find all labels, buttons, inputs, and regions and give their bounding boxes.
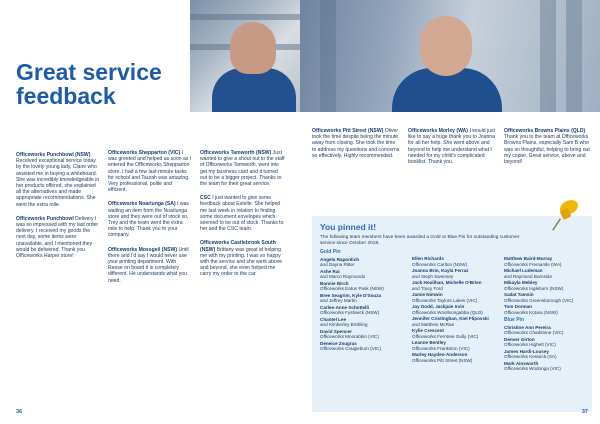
gold-pin-column-3: [504, 256, 594, 373]
card-body: I just wanted to give some feedback about Estelle. She helped me last week in relation to finding some document envelopes which seemed to be out of stock. Thanks to her and the CSC team.: [200, 195, 284, 233]
award-entry: Carlee-Anne Schottelli Officeworks Fyshwick (NSW): [320, 304, 380, 315]
feedback-card: [16, 152, 100, 208]
award-entry: Deneice Zsugras Officeworks Craigieburn (VIC): [320, 340, 381, 351]
page-number: 36: [16, 409, 23, 415]
gold-pin-column-1: [320, 250, 410, 353]
feedback-column-1: [312, 128, 400, 167]
feedback-card: [200, 150, 286, 187]
feedback-card: [16, 216, 100, 259]
card-body: I was waiting an item from the Noarlunga store and they were out of stock so, Trey and the team went the extra mile to help. Thank you to your company.: [108, 201, 189, 239]
award-entry: Denver Girton Officeworks Highett (VIC): [504, 336, 556, 347]
page-title: [16, 60, 186, 108]
award-entry: Michael Ludeman and Raymond Burnside: [504, 268, 553, 279]
card-body: I would just like to say a huge thank you to Joanna for all her help. She went above and beyond to help me understand what I needed for my child's complicated booklist. Thank you.: [408, 128, 495, 166]
page-number: 37: [581, 409, 588, 415]
card-store: Officeworks Pitt Street (NSW): [312, 128, 384, 134]
title-line-1: Great service: [16, 59, 162, 85]
award-entry: Mark Ainsworth Officeworks Wodonga (VIC): [504, 360, 561, 371]
gold-pin-column-2: [412, 256, 502, 364]
award-entry: Mikayla Mebley Officeworks Ingleburn (NSW): [504, 280, 564, 291]
award-entry: Christine Ann Pereira Officeworks Chadstone (VIC): [504, 324, 564, 335]
staff-photo-banner: [300, 0, 600, 112]
award-entry: James Hardi-Lousey Officeworks Keswick (SA): [504, 348, 557, 359]
award-entry: Sadat Tamsin Officeworks Greensborough (VIC): [504, 292, 574, 303]
card-body: I was greeted and helped as soon as I entered the Officeworks Shepparton store. I had a few last-minute tasks for school and Taurah was amazing. Very professional, polite and efficient.: [108, 150, 192, 194]
feedback-card: [108, 201, 192, 238]
card-body: Delivery I was so impressed with my last order delivery. I received my goods the next day, some items were unavailable, and I mentioned they would be delivered. Thank you Officeworks Harper store!: [16, 215, 99, 260]
award-entry: Jack Houlihan, Michelle O'Brien and Tracy Ford: [412, 280, 482, 291]
award-entry: Ellen Richards Officeworks Carlton (NSW): [412, 256, 468, 267]
card-body: Until there and I'd say I would never use your printing department. With Reese on board it is completely different. He understands what you need.: [108, 246, 189, 284]
feedback-column-3: [504, 128, 592, 173]
card-store: Officeworks Morley (WA): [408, 128, 469, 134]
you-pinned-it-panel: [312, 216, 592, 412]
award-entry: Bonnie Birch Officeworks Eaton Pask (NSW): [320, 280, 384, 291]
award-entry: Jennifer Cristinghan, Kiel Flipovski and Matthew McRae: [412, 316, 489, 327]
right-page: [300, 0, 600, 424]
feedback-card: [200, 195, 286, 232]
card-store: Officeworks Punchbowl (NSW): [16, 152, 91, 158]
card-store: Officeworks Shepparton (VIC): [108, 150, 181, 156]
card-store: Officeworks Punchbowl: [16, 215, 74, 222]
award-entry: Kylie Crescent Officeworks Ferntree Gully (VIC): [412, 328, 479, 339]
card-store: Officeworks Noarlunga (SA): [108, 201, 176, 208]
feedback-column-2: [108, 150, 192, 292]
card-store: Officeworks Mossgeil (NSW): [108, 246, 178, 253]
award-entry: Matthew Baird-Murray Officeworks Fremantle (WA): [504, 256, 562, 267]
card-store: CSC: [200, 195, 211, 202]
card-store: Officeworks Browns Plains (QLD): [504, 128, 586, 134]
award-entry: David Spencer Officeworks Moorabbin (VIC): [320, 328, 379, 339]
card-body: Oliver took the time despite being the minute away from closing. She took the time to address my questions and concerns so effectively. Highly recommended.: [312, 128, 400, 159]
card-body: Thank you to the team at Officeworks Browns Plains, especially Sam B who was so thoughtful, helping to bring out my copier. Great service, above and beyond!: [504, 134, 590, 166]
feedback-column-2: [408, 128, 496, 173]
feedback-card: [408, 128, 496, 165]
gold-pin-heading: Gold Pin: [320, 249, 341, 255]
panel-intro: The following team members have been awarded a Gold or Blue Pin for outstanding customer service since October 2018.: [320, 235, 520, 246]
award-entry: Joanna Brin, Kayla Ferraz and Steph Sweeney: [412, 268, 469, 279]
award-entry: Chantel Lee and Kimberley Bröhling: [320, 316, 368, 327]
award-entry: Bree Seagrim, Kyle D'Souza and Jeffrey Martin: [320, 292, 382, 303]
feedback-card: [504, 128, 592, 165]
staff-photo: [190, 0, 300, 112]
feedback-card: [312, 128, 400, 159]
title-line-2: feedback: [16, 83, 116, 109]
card-store: Officeworks Tamworth (NSW): [200, 150, 272, 156]
feedback-card: [108, 150, 192, 193]
award-entry: Ashe Rai and Marco Raymundo: [320, 268, 366, 279]
card-body: Received exceptional service today by the lovely young lady, Claire who assisted me in buying a whiteboard. She was incredibly knowledgeable in her products offered, she explained all the alternatives and made appropriate recommendations. She went the extra mile.: [16, 158, 100, 208]
blue-pin-heading: Blue Pin: [504, 317, 525, 323]
award-entry: Jamie Nimwin Officeworks Taylors Lakes (VIC): [412, 292, 478, 303]
award-entry: Leanne Bentley Officeworks Frankston (VIC): [412, 340, 470, 351]
award-entry: Jay Dodd, Jackjuie Irvin Officeworks Woolloongabba (QLD): [412, 304, 483, 315]
card-body: Brittany was great at helping me with my printing. I was so happy with the service and she went above and beyond, she even helped me carry my order to the car.: [200, 246, 283, 278]
panel-title: You pinned it!: [320, 222, 377, 232]
card-body: Just wanted to give a shout out to the staff of Officeworks Tamworth, went into get my business card and it turned out to be a bigger project. Thanks to the team for their great service.: [200, 150, 285, 188]
award-entry: Tom Dorman Officeworks Kotara (NSW): [504, 304, 558, 315]
award-entry: Marley Hayden-Anderson Officeworks Pitt Street (NSW): [412, 352, 473, 363]
feedback-column-3: [200, 150, 286, 286]
feedback-card: [108, 247, 192, 284]
award-entry: Angela Rapontich and Dayna Ritter: [320, 256, 360, 267]
push-pin-icon: [548, 196, 586, 234]
feedback-column-1: [16, 152, 100, 267]
card-store: Officeworks Castlebrook South (NSW): [200, 240, 276, 253]
feedback-card: [200, 240, 286, 277]
